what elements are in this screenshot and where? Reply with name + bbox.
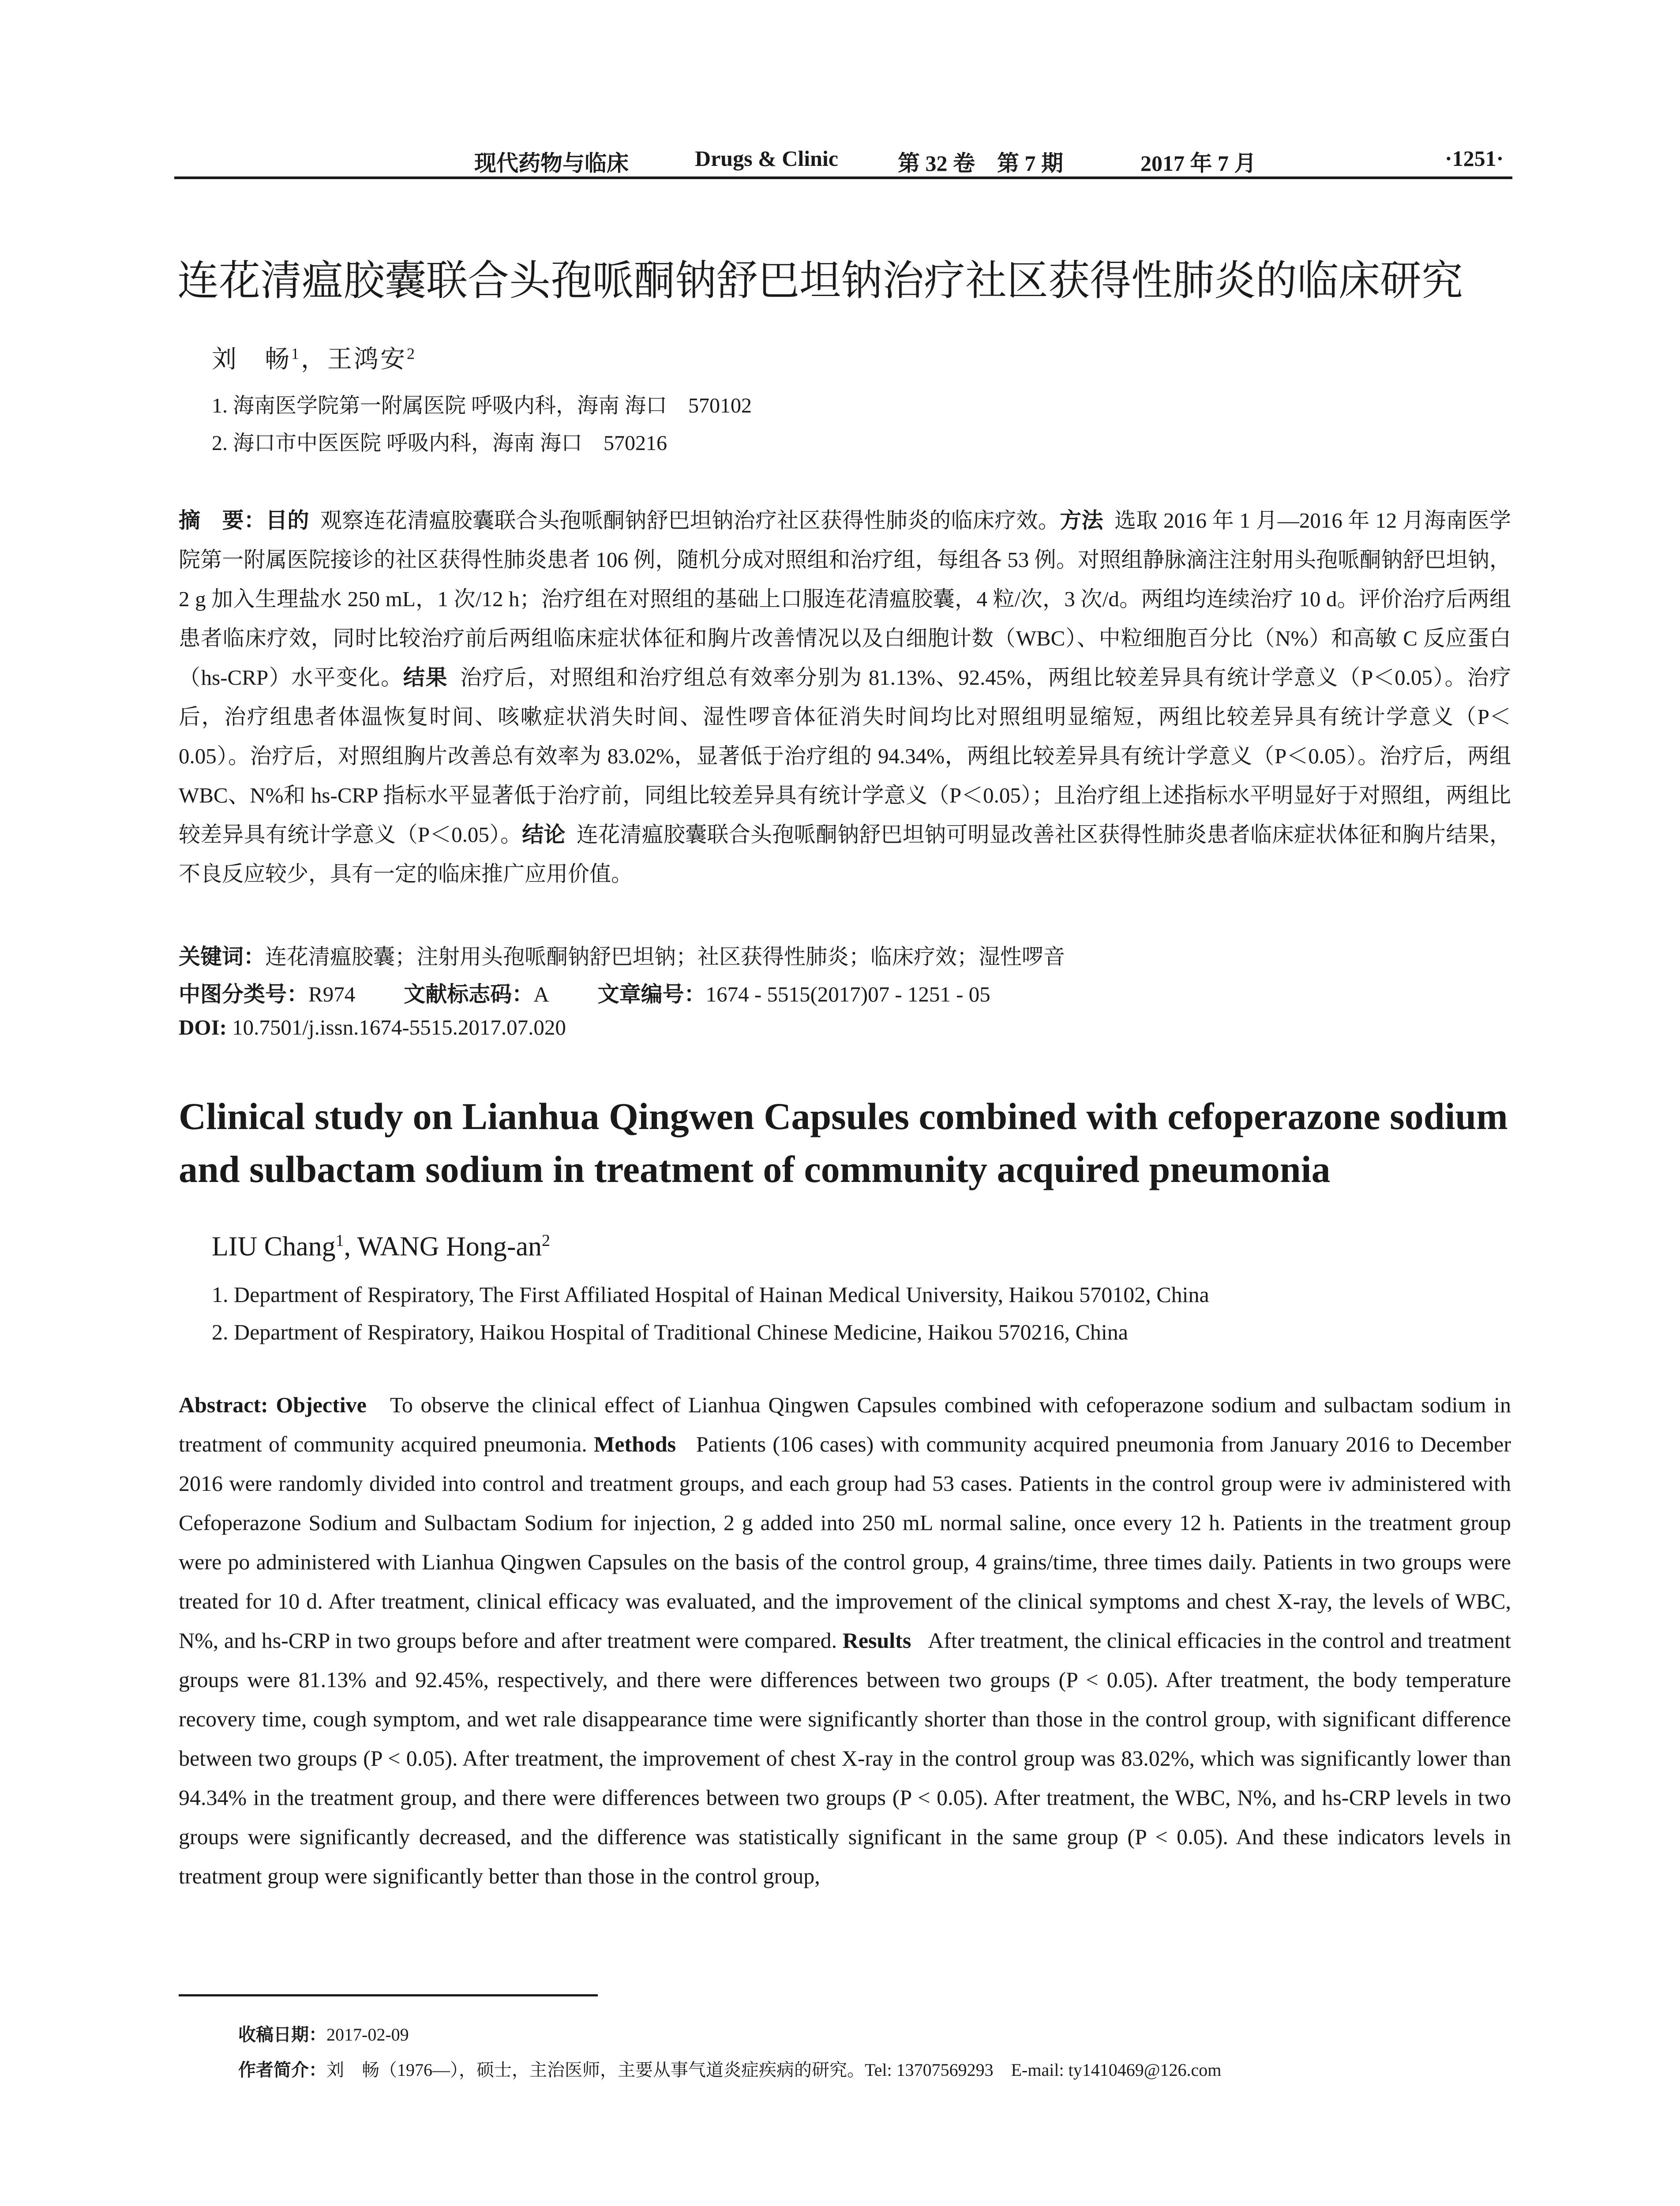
objective-cn-label: 目的: [266, 508, 309, 533]
issue-date: 2017 年 7 月: [1140, 151, 1256, 176]
volume-issue: 第 32 卷 第 7 期: [898, 151, 1063, 176]
journal-name-en: Drugs & Clinic: [695, 146, 838, 171]
article-no-value: 1674 - 5515(2017)07 - 1251 - 05: [705, 982, 990, 1006]
methods-en-label: Methods: [594, 1432, 676, 1456]
doc-code-value: A: [533, 982, 549, 1006]
methods-cn-label: 方法: [1060, 508, 1103, 533]
footnote-rule: [179, 1994, 598, 1996]
keywords-cn-text: 连花清瘟胶囊；注射用头孢哌酮钠舒巴坦钠；社区获得性肺炎；临床疗效；湿性啰音: [265, 945, 1065, 969]
keywords-cn: [179, 940, 1065, 971]
abstract-cn-label: 摘 要：: [179, 508, 266, 533]
clc-value: R974: [308, 982, 356, 1006]
journal-name-cn: 现代药物与临床: [474, 151, 629, 176]
bio-value: 刘 畅（1976—），硕士，主治医师，主要从事气道炎症疾病的研究。Tel: 13707569293 E-mail: ty1410469@126.com: [326, 2060, 1222, 2080]
objective-en-label: Objective: [276, 1392, 367, 1417]
author-en-1: LIU Chang: [212, 1231, 336, 1262]
affiliation-en-2: 2. Department of Respiratory, Haikou Hospital of Traditional Chinese Medicine, Haikou 570216, China: [212, 1320, 1128, 1344]
affiliation-cn-2: 2. 海口市中医医院 呼吸内科，海南 海口 570216: [212, 431, 668, 455]
results-en-text: After treatment, the clinical efficacies in the control and treatment groups were 81.13% and 92.45%, respectively, and there were differences between two groups (P < 0.05). After treatment, the body temperature recovery time, cough symptom, and wet rale disappearance time were significantly shorter than those in the control group, with significant difference between two groups (P < 0.05). After treatment, the improvement of chest X-ray in the control group was 83.02%, which was significantly lower than 94.34% in the treatment group, and there were differences between two groups (P < 0.05). After treatment, the WBC, N%, and hs-CRP levels in two groups were significantly decreased, and the difference was statistically significant in the same group (P < 0.05). And these indicators levels in treatment group were significantly better than those in the control group,: [179, 1628, 1511, 1888]
author-cn-2: 王鸿安: [327, 346, 407, 373]
results-en-label: Results: [842, 1628, 911, 1653]
received-date: [238, 2021, 409, 2046]
results-cn-label: 结果: [403, 665, 448, 690]
abstract-en: [179, 1385, 1511, 1896]
classification-line: [179, 977, 990, 1008]
abstract-en-label: Abstract:: [179, 1392, 268, 1417]
abstract-cn: [179, 501, 1511, 893]
author-bio: [238, 2056, 1221, 2081]
objective-en-text: To observe the clinical effect of Lianhua Qingwen Capsules combined with cefoperazone sodium and sulbactam sodium in treatment of community acquired pneumonia.: [179, 1392, 1511, 1456]
author-en-2: WANG Hong-an: [357, 1231, 542, 1262]
received-label: 收稿日期：: [238, 2025, 326, 2045]
authors-cn: 刘 畅$^1$，王鸿安$^2$: [212, 345, 416, 373]
methods-en-text: Patients (106 cases) with community acquired pneumonia from January 2016 to December 2016 were randomly divided into control and treatment groups, and each group had 53 cases. Patients in the control group were iv administered with Cefoperazone Sodium and Sulbactam Sodium for injection, 2 g added into 250 mL normal saline, once every 12 h. Patients in the treatment group were po administered with Lianhua Qingwen Capsules on the basis of the control group, 4 grains/time, three times daily. Patients in two groups were treated for 10 d. After treatment, clinical efficacy was evaluated, and the improvement of the clinical symptoms and chest X-ray, the levels of WBC, N%, and hs-CRP in two groups before and after treatment were compared.: [179, 1432, 1511, 1653]
doi-label: DOI:: [179, 1015, 227, 1039]
methods-cn-text: 选取 2016 年 1 月—2016 年 12 月海南医学院第一附属医院接诊的社区获得性肺炎患者 106 例，随机分成对照组和治疗组，每组各 53 例。对照组静脉滴注注射用头孢哌酮钠舒巴坦钠，2 g 加入生理盐水 250 mL，1 次/12 h；治疗组在对照组的基础上口服连花清瘟胶囊，4 粒/次，3 次/d。两组均连续治疗 10 d。评价治疗后两组患者临床疗效，同时比较治疗前后两组临床症状体征和胸片改善情况以及白细胞计数（WBC）、中粒细胞百分比（N%）和高敏 C 反应蛋白（hs-CRP）水平变化。: [179, 508, 1511, 690]
doc-code-label: 文献标志码：: [404, 982, 534, 1007]
results-cn-text: 治疗后，对照组和治疗组总有效率分别为 81.13%、92.45%，两组比较差异具有统计学意义（P＜0.05）。治疗后，治疗组患者体温恢复时间、咳嗽症状消失时间、湿性啰音体征消失时间均比对照组明显缩短，两组比较差异具有统计学意义（P＜0.05）。治疗后，对照组胸片改善总有效率为 83.02%，显著低于治疗组的 94.34%，两组比较差异具有统计学意义（P＜0.05）。治疗后，两组 WBC、N%和 hs-CRP 指标水平显著低于治疗前，同组比较差异具有统计学意义（P＜0.05）；且治疗组上述指标水平明显好于对照组，两组比较差异具有统计学意义（P＜0.05）。: [179, 665, 1511, 847]
page-number: ·1251·: [1445, 146, 1504, 171]
article-no-label: 文章编号：: [597, 982, 706, 1007]
title-en: Clinical study on Lianhua Qingwen Capsules combined with cefoperazone sodium and sulbactam sodium in treatment of community acquired pneumonia: [179, 1095, 1508, 1190]
conclusion-cn-text: 连花清瘟胶囊联合头孢哌酮钠舒巴坦钠可明显改善社区获得性肺炎患者临床症状体征和胸片结果，不良反应较少，具有一定的临床推广应用价值。: [179, 822, 1511, 886]
affiliation-en-1: 1. Department of Respiratory, The First Affiliated Hospital of Hainan Medical University, Haikou 570102, China: [212, 1282, 1209, 1307]
title-cn: 连花清瘟胶囊联合头孢哌酮钠舒巴坦钠治疗社区获得性肺炎的临床研究: [177, 257, 1463, 305]
bio-label: 作者简介：: [238, 2060, 326, 2080]
received-value: 2017-02-09: [326, 2025, 409, 2045]
running-header: [174, 141, 1512, 176]
affiliation-cn-1: 1. 海南医学院第一附属医院 呼吸内科，海南 海口 570102: [212, 394, 752, 417]
clc-label: 中图分类号：: [179, 982, 309, 1007]
author-cn-1: 刘 畅: [212, 346, 291, 373]
doi-line: [179, 1015, 566, 1040]
objective-cn-text: 观察连花清瘟胶囊联合头孢哌酮钠舒巴坦钠治疗社区获得性肺炎的临床疗效。: [320, 508, 1060, 533]
conclusion-cn-label: 结论: [522, 822, 566, 847]
authors-en: LIU Chang$^1$, WANG Hong-$an^2$: [212, 1231, 550, 1262]
keywords-cn-label: 关键词：: [179, 944, 266, 969]
header-rule: [174, 176, 1512, 179]
doi-value: 10.7501/j.issn.1674-5515.2017.07.020: [232, 1015, 566, 1039]
